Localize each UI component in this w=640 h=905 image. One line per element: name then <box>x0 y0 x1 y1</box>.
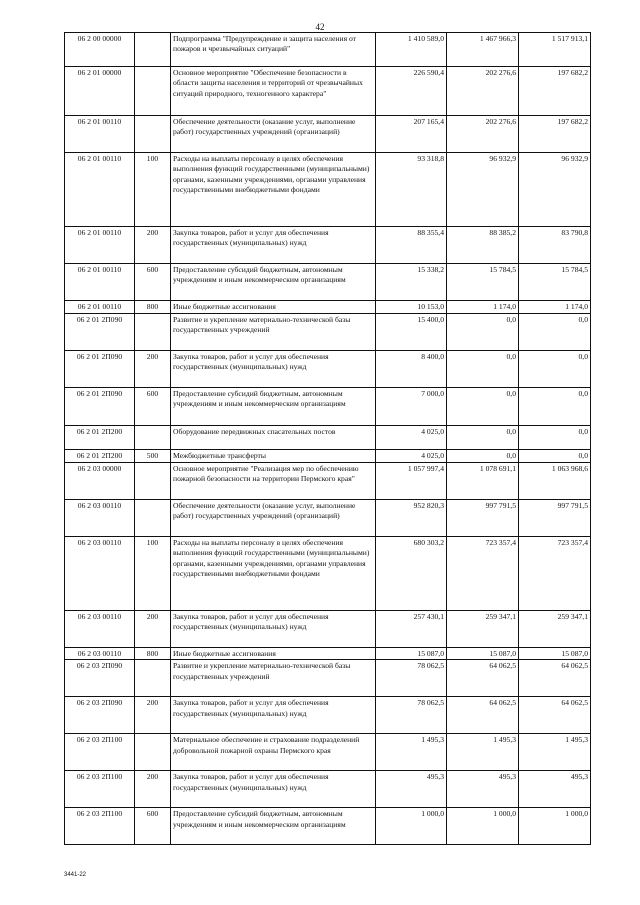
expense-type-code: 800 <box>135 648 171 660</box>
table-row <box>65 734 591 771</box>
amount-year-3: 723 357,4 <box>519 537 591 611</box>
item-name: Иные бюджетные ассигнования <box>171 301 376 314</box>
expense-type-code <box>135 33 171 67</box>
table-row <box>65 264 591 301</box>
item-name: Подпрограмма "Предупреждение и защита населения от пожаров и чрезвычайных ситуаций" <box>171 33 376 67</box>
item-name: Расходы на выплаты персоналу в целях обеспечения выполнения функций государственными (муниципальными) органами, казенными учреждениями, органами управления государственными внебюджетными фондами <box>171 537 376 611</box>
amount-year-1: 495,3 <box>376 771 447 808</box>
amount-year-1: 4 025,0 <box>376 426 447 450</box>
amount-year-1: 15 338,2 <box>376 264 447 301</box>
amount-year-3: 83 790,8 <box>519 227 591 264</box>
table-row <box>65 450 591 463</box>
item-name: Обеспечение деятельности (оказание услуг, выполнение работ) государственных учреждений (организаций) <box>171 116 376 153</box>
expense-type-code: 200 <box>135 697 171 734</box>
target-article-code: 06 2 03 2П090 <box>65 660 135 697</box>
amount-year-3: 0,0 <box>519 450 591 463</box>
table-row <box>65 611 591 648</box>
amount-year-3: 0,0 <box>519 314 591 351</box>
amount-year-3: 0,0 <box>519 351 591 388</box>
amount-year-2: 202 276,6 <box>447 67 519 116</box>
amount-year-3: 15 087,0 <box>519 648 591 660</box>
target-article-code: 06 2 03 2П090 <box>65 697 135 734</box>
amount-year-1: 1 057 997,4 <box>376 463 447 500</box>
target-article-code: 06 2 01 2П200 <box>65 426 135 450</box>
item-name: Межбюджетные трансферты <box>171 450 376 463</box>
item-name: Развитие и укрепление материально-технической базы государственных учреждений <box>171 314 376 351</box>
table-row <box>65 537 591 611</box>
amount-year-1: 1 410 589,0 <box>376 33 447 67</box>
target-article-code: 06 2 03 2П100 <box>65 771 135 808</box>
target-article-code: 06 2 01 00110 <box>65 153 135 227</box>
target-article-code: 06 2 03 00110 <box>65 648 135 660</box>
expense-type-code: 200 <box>135 227 171 264</box>
amount-year-2: 96 932,9 <box>447 153 519 227</box>
amount-year-1: 257 430,1 <box>376 611 447 648</box>
table-row <box>65 388 591 426</box>
item-name: Расходы на выплаты персоналу в целях обеспечения выполнения функций государственными (муниципальными) органами, казенными учреждениями, органами управления государственными внебюджетными фондами <box>171 153 376 227</box>
item-name: Предоставление субсидий бюджетным, автономным учреждениям и иным некоммерческим организациям <box>171 264 376 301</box>
amount-year-2: 88 385,2 <box>447 227 519 264</box>
target-article-code: 06 2 03 00110 <box>65 611 135 648</box>
amount-year-2: 0,0 <box>447 450 519 463</box>
target-article-code: 06 2 03 00110 <box>65 500 135 537</box>
amount-year-1: 78 062,5 <box>376 660 447 697</box>
table-row <box>65 153 591 227</box>
item-name: Закупка товаров, работ и услуг для обеспечения государственных (муниципальных) нужд <box>171 611 376 648</box>
target-article-code: 06 2 00 00000 <box>65 33 135 67</box>
table-row <box>65 463 591 500</box>
amount-year-2: 0,0 <box>447 388 519 426</box>
table-row <box>65 697 591 734</box>
target-article-code: 06 2 01 00110 <box>65 264 135 301</box>
expense-type-code: 200 <box>135 351 171 388</box>
target-article-code: 06 2 01 2П090 <box>65 314 135 351</box>
amount-year-2: 0,0 <box>447 351 519 388</box>
amount-year-1: 88 355,4 <box>376 227 447 264</box>
target-article-code: 06 2 01 2П090 <box>65 351 135 388</box>
expense-type-code: 800 <box>135 301 171 314</box>
amount-year-3: 1 063 968,6 <box>519 463 591 500</box>
budget-table-body <box>65 33 591 845</box>
amount-year-3: 1 174,0 <box>519 301 591 314</box>
amount-year-2: 0,0 <box>447 426 519 450</box>
amount-year-1: 226 590,4 <box>376 67 447 116</box>
table-row <box>65 33 591 67</box>
amount-year-1: 93 318,8 <box>376 153 447 227</box>
item-name: Материальное обеспечение и страхование подразделений добровольной пожарной охраны Пермского края <box>171 734 376 771</box>
amount-year-2: 1 467 966,3 <box>447 33 519 67</box>
item-name: Основное мероприятие "Реализация мер по обеспечению пожарной безопасности на территории Пермского края" <box>171 463 376 500</box>
item-name: Закупка товаров, работ и услуг для обеспечения государственных (муниципальных) нужд <box>171 771 376 808</box>
table-row <box>65 426 591 450</box>
target-article-code: 06 2 01 00110 <box>65 116 135 153</box>
page-number: 42 <box>315 22 325 32</box>
item-name: Основное мероприятие "Обеспечение безопасности в области защиты населения и территорий от чрезвычайных ситуаций природного, техногенного характера" <box>171 67 376 116</box>
amount-year-2: 0,0 <box>447 314 519 351</box>
target-article-code: 06 2 01 00110 <box>65 227 135 264</box>
amount-year-3: 259 347,1 <box>519 611 591 648</box>
footer-code: 3441-22 <box>64 872 87 878</box>
target-article-code: 06 2 03 00000 <box>65 463 135 500</box>
amount-year-2: 64 062,5 <box>447 697 519 734</box>
amount-year-1: 15 087,0 <box>376 648 447 660</box>
target-article-code: 06 2 01 00110 <box>65 301 135 314</box>
amount-year-2: 202 276,6 <box>447 116 519 153</box>
expense-type-code: 200 <box>135 611 171 648</box>
amount-year-2: 1 000,0 <box>447 808 519 845</box>
amount-year-1: 8 400,0 <box>376 351 447 388</box>
table-row <box>65 500 591 537</box>
item-name: Оборудование передвижных спасательных постов <box>171 426 376 450</box>
expense-type-code: 600 <box>135 808 171 845</box>
expense-type-code <box>135 67 171 116</box>
amount-year-2: 495,3 <box>447 771 519 808</box>
item-name: Закупка товаров, работ и услуг для обеспечения государственных (муниципальных) нужд <box>171 351 376 388</box>
amount-year-1: 680 303,2 <box>376 537 447 611</box>
amount-year-1: 1 495,3 <box>376 734 447 771</box>
budget-table <box>64 32 591 845</box>
amount-year-2: 259 347,1 <box>447 611 519 648</box>
expense-type-code: 100 <box>135 153 171 227</box>
item-name: Развитие и укрепление материально-технической базы государственных учреждений <box>171 660 376 697</box>
expense-type-code: 600 <box>135 264 171 301</box>
amount-year-3: 1 000,0 <box>519 808 591 845</box>
table-row <box>65 771 591 808</box>
amount-year-2: 15 087,0 <box>447 648 519 660</box>
expense-type-code: 100 <box>135 537 171 611</box>
target-article-code: 06 2 03 00110 <box>65 537 135 611</box>
table-row <box>65 116 591 153</box>
amount-year-3: 197 682,2 <box>519 67 591 116</box>
expense-type-code: 600 <box>135 388 171 426</box>
table-row <box>65 301 591 314</box>
amount-year-3: 1 495,3 <box>519 734 591 771</box>
expense-type-code <box>135 660 171 697</box>
item-name: Закупка товаров, работ и услуг для обеспечения государственных (муниципальных) нужд <box>171 697 376 734</box>
amount-year-3: 15 784,5 <box>519 264 591 301</box>
amount-year-3: 0,0 <box>519 426 591 450</box>
target-article-code: 06 2 03 2П100 <box>65 734 135 771</box>
expense-type-code: 500 <box>135 450 171 463</box>
expense-type-code <box>135 463 171 500</box>
amount-year-1: 207 165,4 <box>376 116 447 153</box>
amount-year-1: 952 820,3 <box>376 500 447 537</box>
table-row <box>65 648 591 660</box>
expense-type-code <box>135 426 171 450</box>
amount-year-3: 197 682,2 <box>519 116 591 153</box>
target-article-code: 06 2 03 2П100 <box>65 808 135 845</box>
amount-year-3: 495,3 <box>519 771 591 808</box>
amount-year-2: 64 062,5 <box>447 660 519 697</box>
table-row <box>65 67 591 116</box>
expense-type-code <box>135 116 171 153</box>
target-article-code: 06 2 01 2П200 <box>65 450 135 463</box>
amount-year-1: 7 000,0 <box>376 388 447 426</box>
amount-year-3: 1 517 913,1 <box>519 33 591 67</box>
amount-year-3: 64 062,5 <box>519 697 591 734</box>
amount-year-1: 15 400,0 <box>376 314 447 351</box>
item-name: Иные бюджетные ассигнования <box>171 648 376 660</box>
amount-year-3: 96 932,9 <box>519 153 591 227</box>
table-row <box>65 314 591 351</box>
expense-type-code <box>135 734 171 771</box>
item-name: Закупка товаров, работ и услуг для обеспечения государственных (муниципальных) нужд <box>171 227 376 264</box>
amount-year-1: 10 153,0 <box>376 301 447 314</box>
expense-type-code: 200 <box>135 771 171 808</box>
amount-year-1: 78 062,5 <box>376 697 447 734</box>
amount-year-2: 997 791,5 <box>447 500 519 537</box>
amount-year-2: 15 784,5 <box>447 264 519 301</box>
expense-type-code <box>135 500 171 537</box>
table-row <box>65 808 591 845</box>
amount-year-3: 64 062,5 <box>519 660 591 697</box>
table-row <box>65 660 591 697</box>
item-name: Предоставление субсидий бюджетным, автономным учреждениям и иным некоммерческим организациям <box>171 808 376 845</box>
amount-year-2: 1 078 691,1 <box>447 463 519 500</box>
amount-year-1: 1 000,0 <box>376 808 447 845</box>
amount-year-2: 723 357,4 <box>447 537 519 611</box>
item-name: Обеспечение деятельности (оказание услуг, выполнение работ) государственных учреждений (организаций) <box>171 500 376 537</box>
amount-year-3: 0,0 <box>519 388 591 426</box>
table-row <box>65 227 591 264</box>
item-name: Предоставление субсидий бюджетным, автономным учреждениям и иным некоммерческим организациям <box>171 388 376 426</box>
amount-year-3: 997 791,5 <box>519 500 591 537</box>
amount-year-2: 1 495,3 <box>447 734 519 771</box>
target-article-code: 06 2 01 2П090 <box>65 388 135 426</box>
expense-type-code <box>135 314 171 351</box>
target-article-code: 06 2 01 00000 <box>65 67 135 116</box>
amount-year-2: 1 174,0 <box>447 301 519 314</box>
amount-year-1: 4 025,0 <box>376 450 447 463</box>
table-row <box>65 351 591 388</box>
